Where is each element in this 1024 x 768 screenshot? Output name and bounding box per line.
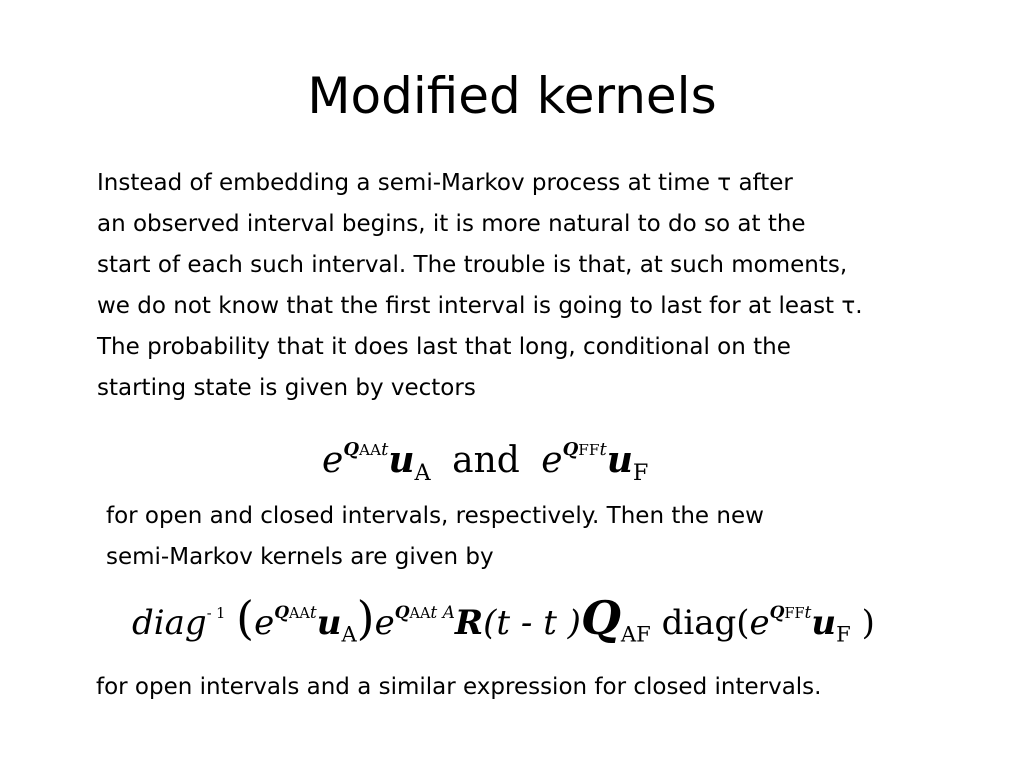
equation-kernel xyxy=(132,590,875,651)
text-line: for open and closed intervals, respectively. Then the new xyxy=(106,503,764,529)
text-line: The probability that it does last that long, conditional on the xyxy=(97,334,791,360)
right-paren: ) xyxy=(356,591,375,645)
time-symbol: t xyxy=(804,602,812,623)
matrix-subscript: AF xyxy=(620,621,651,647)
time-symbol: t xyxy=(381,438,389,460)
text-line: start of each such interval. The trouble is that, at such moments, xyxy=(97,252,848,278)
vector-symbol: u xyxy=(388,439,415,481)
text-line: Instead of embedding a semi-Markov process at time τ after xyxy=(97,170,793,196)
vector-subscript: A xyxy=(414,459,431,486)
slide-title: Modified kernels xyxy=(307,67,717,125)
vector-symbol: u xyxy=(606,439,633,481)
intro-paragraph xyxy=(97,163,863,409)
time-symbol: t xyxy=(309,602,317,623)
matrix-subscript: FF xyxy=(784,605,805,622)
text-line: starting state is given by vectors xyxy=(97,375,476,401)
vector-subscript: F xyxy=(632,459,649,486)
kernel-matrix-symbol: R xyxy=(454,603,484,643)
vector-symbol: u xyxy=(811,603,837,643)
text-line: an observed interval begins, it is more natural to do so at the xyxy=(97,211,806,237)
matrix-symbol: Q xyxy=(343,438,359,460)
vector-subscript: A xyxy=(341,621,357,647)
time-subscript: t A xyxy=(430,602,455,623)
matrix-symbol: Q xyxy=(580,591,621,645)
middle-paragraph xyxy=(106,496,764,578)
exp-base: e xyxy=(322,440,344,481)
diag-operator: diag xyxy=(132,603,207,643)
exp-base: e xyxy=(374,603,395,643)
matrix-symbol: Q xyxy=(562,438,579,460)
matrix-symbol: Q xyxy=(394,602,410,623)
text-line: semi-Markov kernels are given by xyxy=(106,544,494,570)
matrix-symbol: Q xyxy=(769,602,785,623)
closing-paragraph: for open intervals and a similar expression for closed intervals. xyxy=(96,674,822,700)
matrix-subscript: AA xyxy=(359,440,382,459)
exp-base: e xyxy=(254,603,275,643)
vector-symbol: u xyxy=(316,603,342,643)
text-line: we do not know that the first interval is going to last for at least τ. xyxy=(97,293,863,319)
time-symbol: t xyxy=(599,438,607,460)
matrix-symbol: Q xyxy=(274,602,289,623)
inverse-exponent: - 1 xyxy=(206,605,226,622)
exp-base: e xyxy=(749,603,770,643)
matrix-subscript: AA xyxy=(289,605,310,622)
closing-paren: ) xyxy=(861,603,875,643)
equation-vectors xyxy=(322,432,648,489)
conjunction: and xyxy=(452,440,520,481)
kernel-argument: (t - t ) xyxy=(483,603,581,643)
exp-base: e xyxy=(541,440,563,481)
vector-subscript: F xyxy=(836,621,851,647)
left-paren: ( xyxy=(236,591,255,645)
matrix-subscript: FF xyxy=(578,440,600,459)
matrix-subscript: AA xyxy=(409,605,431,622)
diag-function: diag( xyxy=(661,603,750,643)
